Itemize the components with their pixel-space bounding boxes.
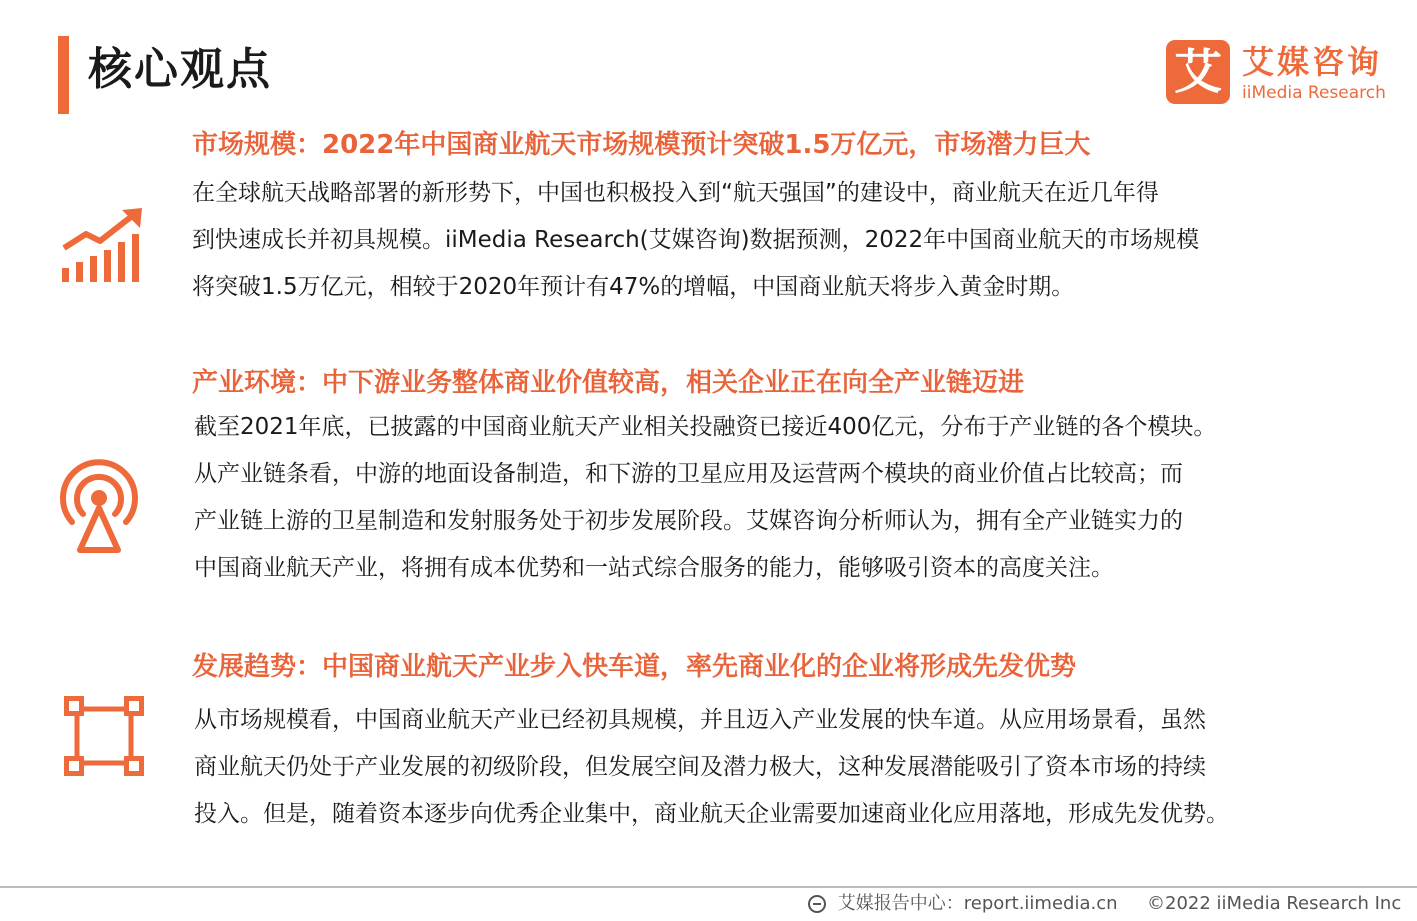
section-body-development-trend [194,697,1229,838]
body-line: 投入。但是，随着资本逐步向优秀企业集中，商业航天企业需要加速商业化应用落地，形成先发优势。 [194,801,1229,827]
section-heading-market-size: 市场规模：2022年中国商业航天市场规模预计突破1.5万亿元，市场潜力巨大 [192,130,1091,160]
body-line: 中国商业航天产业，将拥有成本优势和一站式综合服务的能力，能够吸引资本的高度关注。 [194,555,1114,581]
logo-mark: 艾 [1166,40,1230,104]
brand-logo [1166,40,1396,106]
growth-chart-icon [60,208,150,284]
section-heading-industry-environment: 产业环境：中下游业务整体商业价值较高，相关企业正在向全产业链迈进 [192,368,1025,398]
logo-name-en: iiMedia Research [1242,83,1386,103]
title-accent-bar [58,36,69,114]
body-line: 到快速成长并初具规模。iiMedia Research(艾媒咨询)数据预测，2022年中国商业航天的市场规模 [192,227,1200,253]
body-line: 商业航天仍处于产业发展的初级阶段，但发展空间及潜力极大，这种发展潜能吸引了资本市场的持续 [194,754,1206,780]
body-line: 截至2021年底，已披露的中国商业航天产业相关投融资已接近400亿元，分布于产业链的各个模块。 [194,414,1217,440]
body-line: 在全球航天战略部署的新形势下，中国也积极投入到“航天强国”的建设中，商业航天在近几年得 [192,180,1159,206]
report-globe-icon [808,895,826,913]
page-title: 核心观点 [88,44,272,95]
network-nodes-icon [64,696,144,776]
footer [808,892,1401,916]
footer-copyright: ©2022 iiMedia Research Inc [1147,893,1402,914]
body-line: 将突破1.5万亿元，相较于2020年预计有47%的增幅，中国商业航天将步入黄金时期。 [192,274,1075,300]
section-body-market-size [192,170,1199,311]
footer-divider [0,886,1417,888]
signal-tower-icon [56,458,142,554]
logo-name-cn: 艾媒咨询 [1242,43,1383,81]
body-line: 从市场规模看，中国商业航天产业已经初具规模，并且迈入产业发展的快车道。从应用场景看，虽然 [194,707,1206,733]
section-body-industry-environment [194,404,1216,592]
section-heading-development-trend: 发展趋势：中国商业航天产业步入快车道，率先商业化的企业将形成先发优势 [192,652,1077,682]
body-line: 从产业链条看，中游的地面设备制造，和下游的卫星应用及运营两个模块的商业价值占比较高；而 [194,461,1183,487]
footer-source[interactable]: 艾媒报告中心：report.iimedia.cn [837,893,1118,914]
body-line: 产业链上游的卫星制造和发射服务处于初步发展阶段。艾媒咨询分析师认为，拥有全产业链实力的 [194,508,1183,534]
